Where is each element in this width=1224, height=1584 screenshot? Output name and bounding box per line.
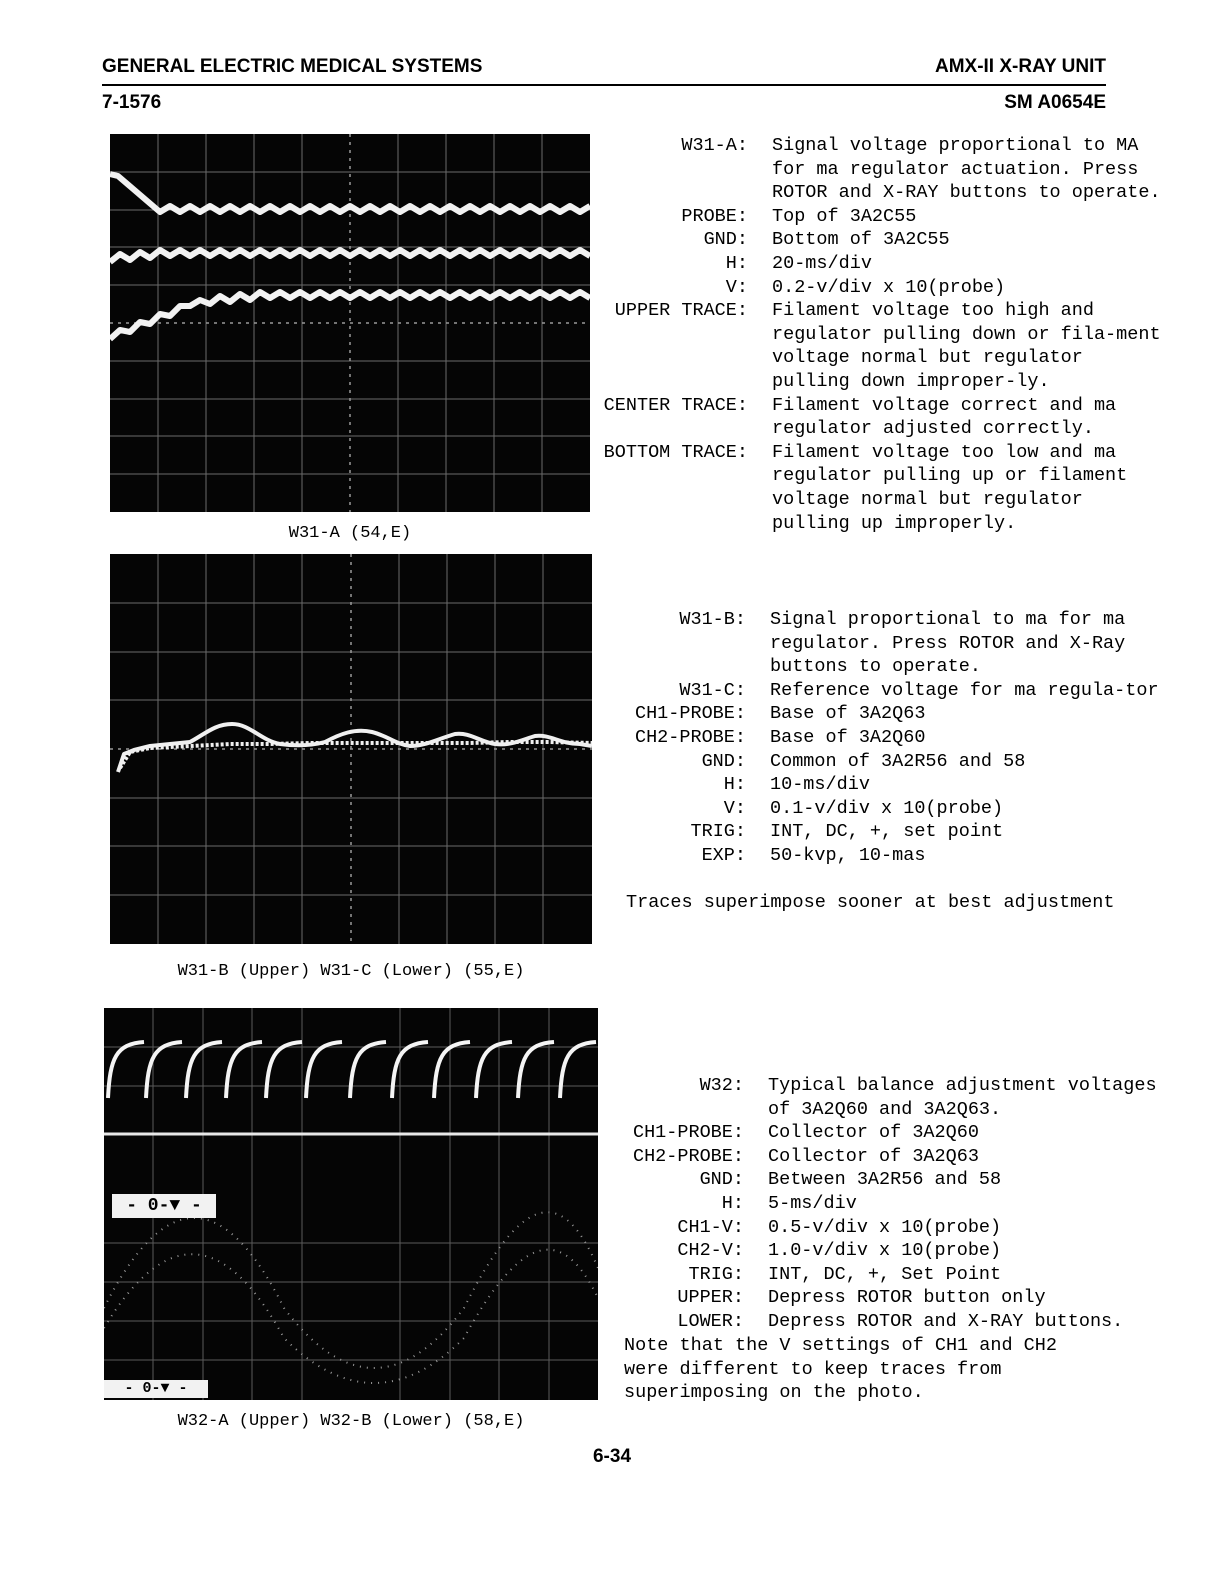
spec-label: UPPER TRACE:	[614, 300, 748, 322]
spec-value: Collector of 3A2Q63	[768, 1145, 979, 1167]
spec-row	[586, 394, 1162, 441]
note-w32-line: superimposing on the photo.	[624, 1382, 924, 1404]
spec-row	[618, 1239, 1162, 1263]
note-w31bc: Traces superimpose sooner at best adjustment	[626, 892, 1115, 913]
spec-label: UPPER:	[677, 1287, 744, 1309]
spec-value: Common of 3A2R56 and 58	[770, 750, 1026, 772]
description-block-w31bc	[620, 608, 1160, 868]
channel-ground-marker-upper: - 0-▼ -	[126, 1196, 202, 1216]
spec-row	[586, 441, 1162, 535]
spec-value: Signal voltage proportional to MA for ma regulator actuation. Press ROTOR and X-RAY buttons to operate.	[772, 135, 1161, 204]
header-rule	[102, 84, 1106, 86]
page-number: 6-34	[592, 1446, 632, 1467]
spec-label: CH2-V:	[677, 1240, 744, 1262]
oscilloscope-traces-w31a	[110, 134, 590, 512]
spec-value: 1.0-v/div x 10(probe)	[768, 1240, 1002, 1262]
spec-row	[586, 252, 1162, 276]
spec-label: W32:	[699, 1075, 744, 1096]
spec-value: 0.1-v/div x 10(probe)	[770, 797, 1004, 819]
spec-label: CH2-PROBE:	[634, 726, 746, 748]
spec-value: INT, DC, +, Set Point	[768, 1263, 1002, 1285]
spec-row	[620, 797, 1160, 821]
spec-label: GND:	[699, 1169, 744, 1191]
spec-label: LOWER:	[677, 1310, 744, 1332]
spec-row	[618, 1121, 1162, 1145]
spec-value: 5-ms/div	[768, 1192, 857, 1214]
spec-row	[620, 820, 1160, 844]
note-w32-line: were different to keep traces from	[624, 1358, 1002, 1380]
spec-label: CH1-PROBE:	[632, 1122, 744, 1144]
spec-row	[618, 1074, 1162, 1121]
spec-label: H:	[721, 1192, 744, 1214]
spec-row	[618, 1286, 1162, 1310]
spec-row	[620, 726, 1160, 750]
header-right-title: AMX-II X-RAY UNIT	[934, 56, 1106, 77]
spec-label: CH1-V:	[677, 1216, 744, 1238]
spec-value: Top of 3A2C55	[772, 205, 917, 227]
spec-row	[618, 1216, 1162, 1240]
spec-label: TRIG:	[688, 1263, 744, 1285]
figure-caption-w31bc: W31-B (Upper) W31-C (Lower) (55,E)	[177, 962, 525, 981]
oscilloscope-photo-w32ab	[104, 1008, 598, 1400]
spec-row	[618, 1145, 1162, 1169]
spec-label: TRIG:	[690, 821, 746, 843]
oscilloscope-traces-w31bc	[110, 554, 592, 944]
spec-value: Typical balance adjustment voltages of 3A2Q60 and 3A2Q63.	[768, 1075, 1157, 1120]
header-right-code: SM A0654E	[1004, 92, 1106, 113]
figure-caption-w32ab: W32-A (Upper) W32-B (Lower) (58,E)	[177, 1412, 525, 1431]
spec-row	[620, 844, 1160, 868]
spec-label: H:	[725, 252, 748, 274]
spec-label: CH1-PROBE:	[634, 703, 746, 725]
spec-row	[618, 1310, 1162, 1334]
channel-ground-marker-lower: - 0-▼ -	[124, 1380, 188, 1397]
spec-label: PROBE:	[681, 205, 748, 227]
spec-label: BOTTOM TRACE:	[603, 441, 748, 463]
spec-row	[620, 750, 1160, 774]
spec-label: H:	[723, 774, 746, 796]
spec-value: 50-kvp, 10-mas	[770, 844, 926, 866]
spec-value: Signal proportional to ma for ma regulator. Press ROTOR and X-Ray buttons to operate.	[770, 609, 1126, 678]
spec-label: EXP:	[701, 844, 746, 866]
spec-label: V:	[725, 276, 748, 298]
spec-label: GND:	[703, 229, 748, 251]
spec-row	[620, 608, 1160, 679]
spec-label: GND:	[701, 750, 746, 772]
spec-value: Depress ROTOR and X-RAY buttons.	[768, 1310, 1124, 1332]
spec-value: INT, DC, +, set point	[770, 821, 1004, 843]
spec-value: Bottom of 3A2C55	[772, 229, 950, 251]
spec-value: Base of 3A2Q60	[770, 726, 926, 748]
spec-value: 0.2-v/div x 10(probe)	[772, 276, 1006, 298]
spec-row	[618, 1168, 1162, 1192]
spec-value: Collector of 3A2Q60	[768, 1122, 979, 1144]
spec-row	[620, 702, 1160, 726]
spec-value: Filament voltage too high and regulator pulling down or fila-ment voltage normal but regulator pulling down improper-ly.	[772, 300, 1161, 392]
oscilloscope-photo-w31a	[110, 134, 590, 512]
spec-value: Between 3A2R56 and 58	[768, 1169, 1002, 1191]
spec-value: Filament voltage too low and ma regulator pulling up or filament voltage normal but regulator pulling up improperly.	[772, 441, 1128, 534]
spec-row	[618, 1263, 1162, 1287]
spec-value: Reference voltage for ma regula-tor	[770, 679, 1159, 701]
spec-value: Filament voltage correct and ma regulator adjusted correctly.	[772, 394, 1117, 440]
spec-row	[620, 679, 1160, 703]
spec-value: 10-ms/div	[770, 774, 870, 796]
spec-row	[618, 1192, 1162, 1216]
note-w32	[624, 1334, 1057, 1405]
spec-row	[586, 299, 1162, 393]
spec-value: Base of 3A2Q63	[770, 703, 926, 725]
oscilloscope-photo-w31bc	[110, 554, 592, 944]
description-block-w32	[618, 1074, 1162, 1334]
header-left-title: GENERAL ELECTRIC MEDICAL SYSTEMS	[102, 56, 483, 77]
spec-value: 20-ms/div	[772, 252, 872, 274]
spec-row	[586, 205, 1162, 229]
spec-label: W31-C:	[679, 679, 746, 701]
description-block-w31a	[586, 134, 1162, 535]
spec-row	[620, 773, 1160, 797]
spec-row	[586, 276, 1162, 300]
spec-label: W31-B:	[679, 609, 746, 630]
header-left-code: 7-1576	[102, 92, 162, 113]
figure-caption-w31a: W31-A (54,E)	[288, 524, 412, 543]
spec-value: 0.5-v/div x 10(probe)	[768, 1216, 1002, 1238]
spec-label: CENTER TRACE:	[603, 394, 748, 416]
spec-row	[586, 134, 1162, 205]
spec-label: V:	[723, 797, 746, 819]
note-w32-line: Note that the V settings of CH1 and CH2	[624, 1335, 1057, 1356]
spec-label: CH2-PROBE:	[632, 1145, 744, 1167]
spec-value: Depress ROTOR button only	[768, 1287, 1046, 1309]
spec-row	[586, 228, 1162, 252]
spec-label: W31-A:	[681, 135, 748, 156]
